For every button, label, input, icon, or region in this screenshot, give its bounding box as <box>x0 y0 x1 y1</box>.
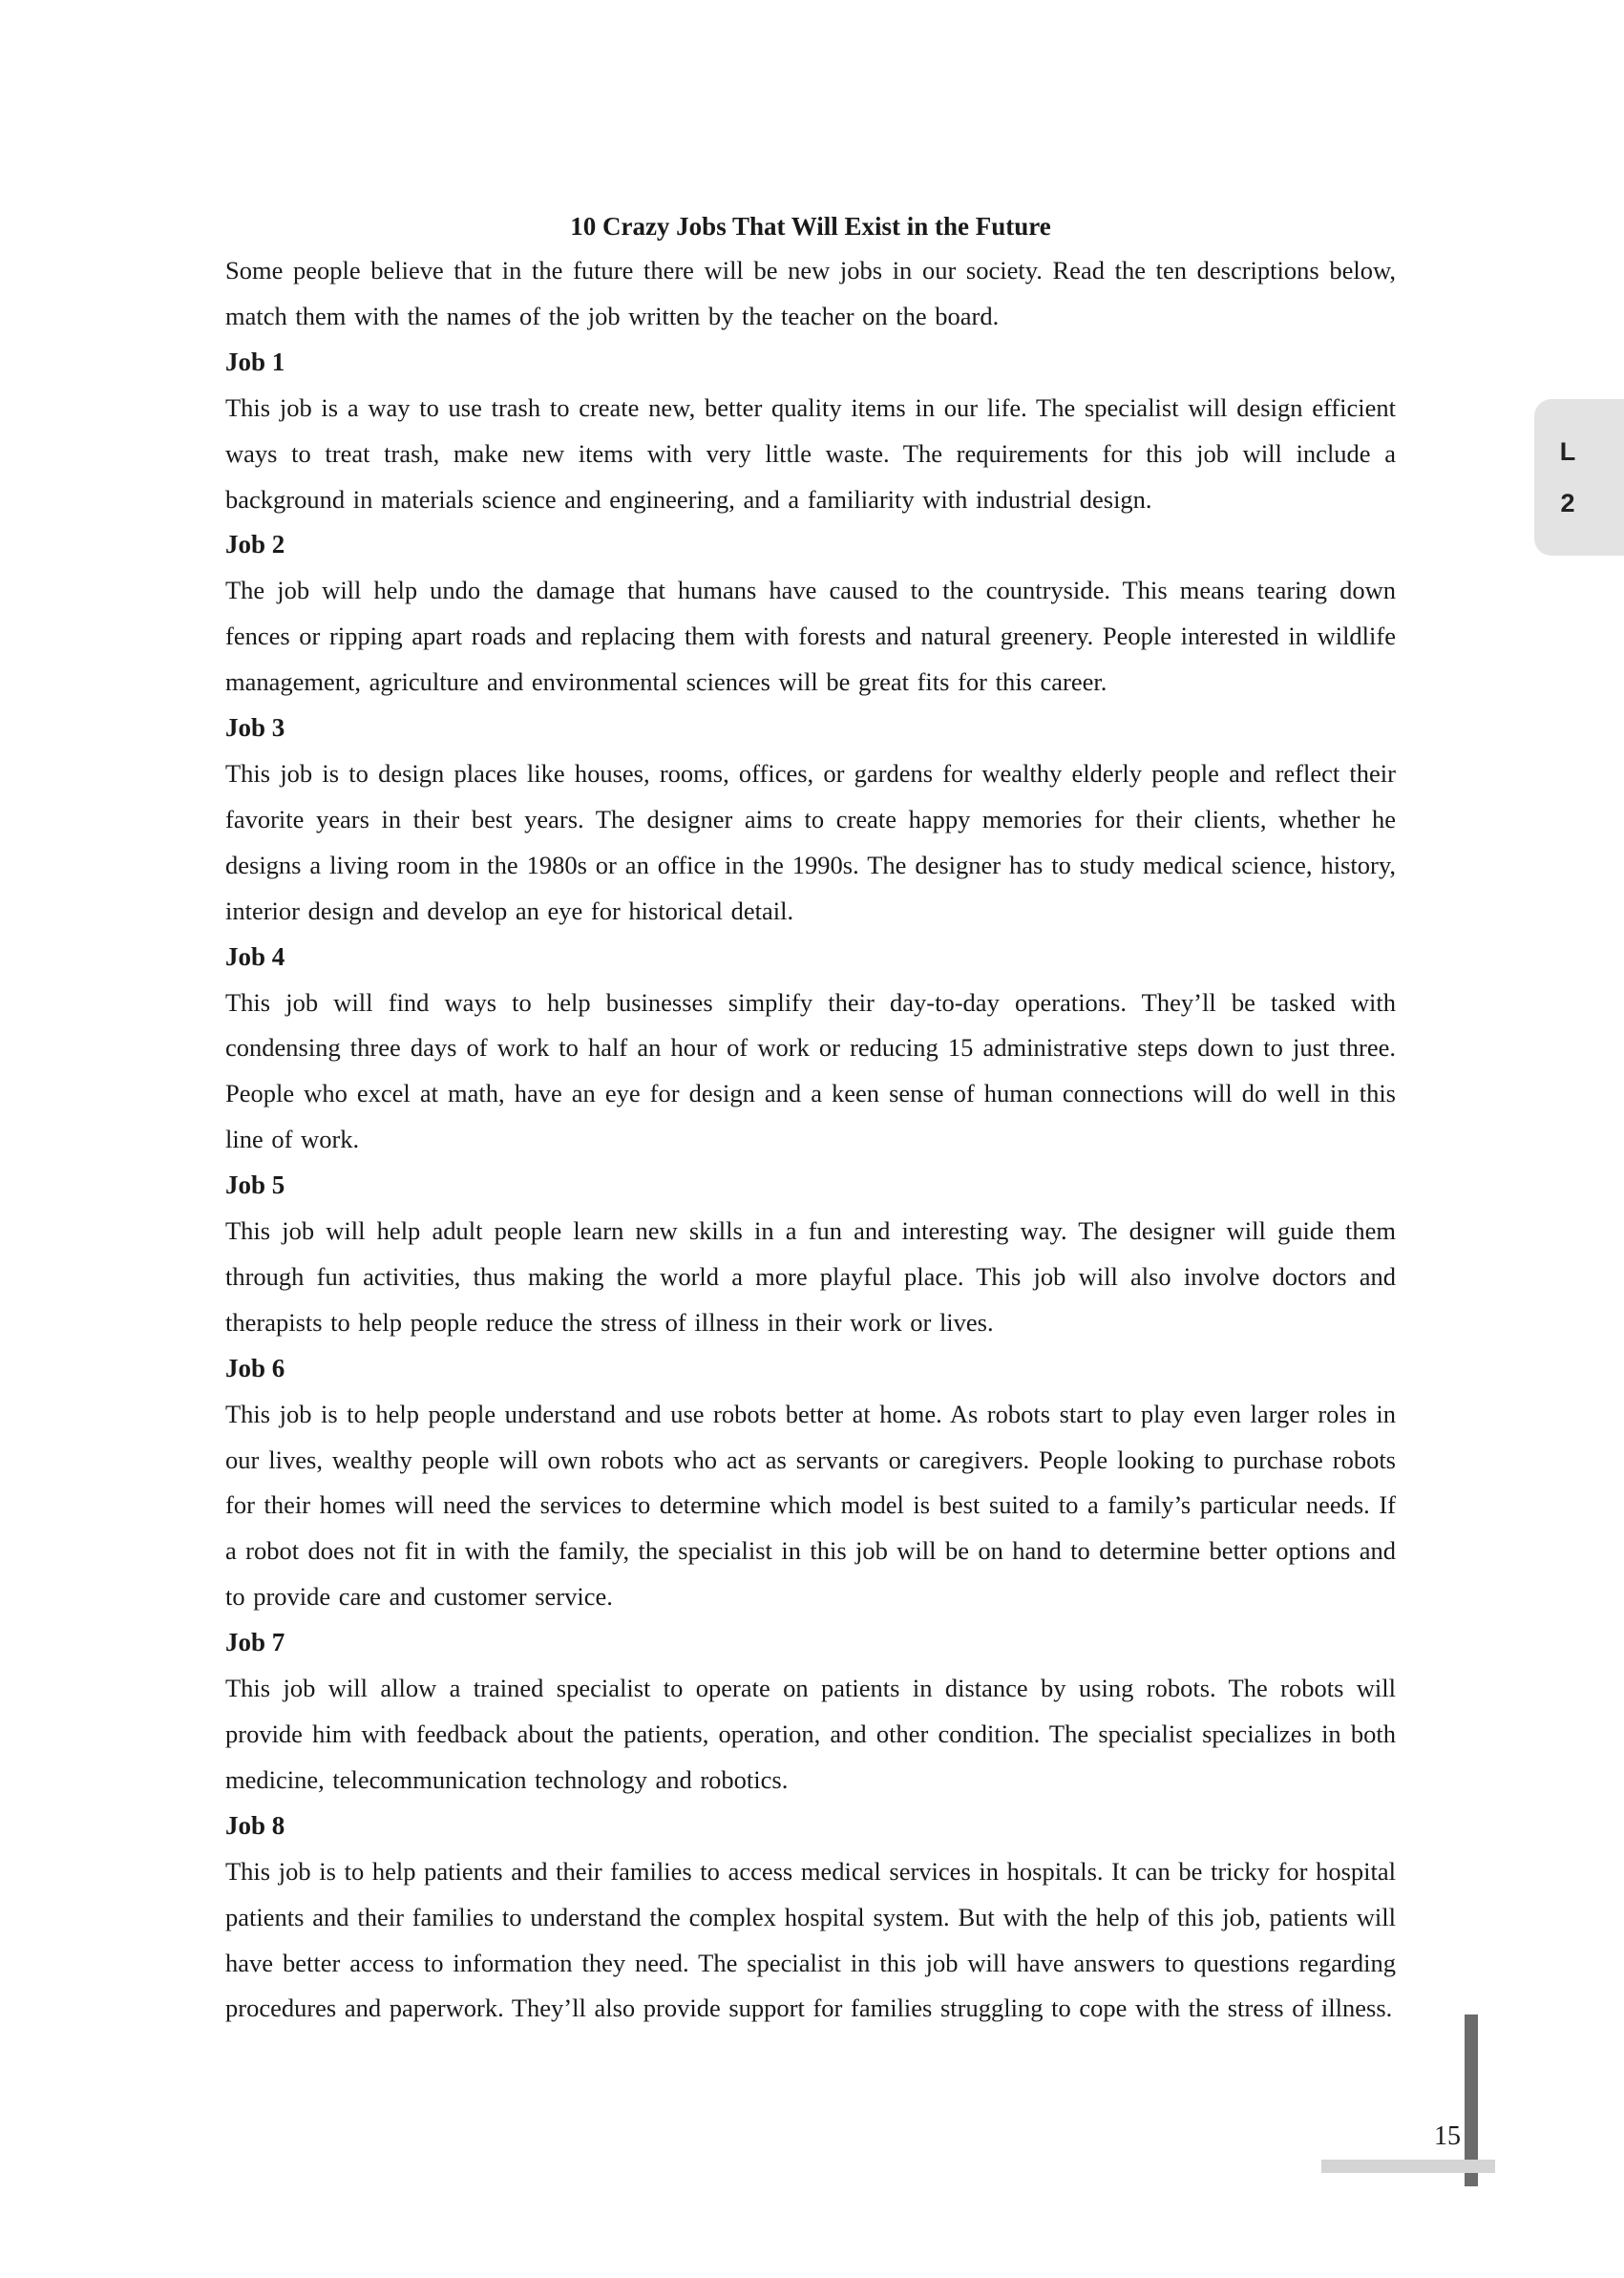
job-8-description: This job is to help patients and their families to access medical services in hospitals. It can be tricky for hospital patients and their families to understand the complex hospital system. But with the help of this job, patients will have better access to information they need. The specialist in this job will have answers to questions regarding procedures and paperwork. They’ll also provide support for families struggling to cope with the stress of illness. <box>225 1856 1396 2023</box>
job-6-heading: Job 6 <box>225 1353 285 1382</box>
unit-tab-letter: L <box>1559 437 1576 466</box>
job-8-heading: Job 8 <box>225 1810 285 1840</box>
page-title: 10 Crazy Jobs That Will Exist in the Future <box>570 212 1051 241</box>
job-3-description: This job is to design places like houses, rooms, offices, or gardens for wealthy elderly people and reflect their favorite years in their best years. The designer aims to create happy memories for their clients, whether he designs a living room in the 1980s or an office in the 1990s. The designer has to study medical science, history, interior design and develop an eye for historical detail. <box>225 758 1396 925</box>
job-7-heading: Job 7 <box>225 1628 285 1657</box>
job-6-description: This job is to help people understand and use robots better at home. As robots start to play even larger roles in our lives, wealthy people will own robots who act as servants or caregivers. People looking to purchase robots for their homes will need the services to determine which model is best suited to a family’s particular needs. If a robot does not fit in with the family, the specialist in this job will be on hand to determine better options and to provide care and customer service. <box>225 1399 1396 1612</box>
job-4-heading: Job 4 <box>225 941 285 971</box>
unit-tab-number: 2 <box>1560 489 1575 517</box>
page-corner-horizontal-bar <box>1321 2160 1495 2173</box>
job-1-heading: Job 1 <box>225 347 285 376</box>
job-7-description: This job will allow a trained specialist to operate on patients in distance by using robots. The robots will provide him with feedback about the patients, operation, and other condition. The specialist specializes in both medicine, telecommunication technology and robotics. <box>225 1674 1396 1794</box>
page-content <box>225 204 1396 2032</box>
job-5-description: This job will help adult people learn new skills in a fun and interesting way. The designer will guide them through fun activities, thus making the world a more playful place. This job will also involve doctors and therapists to help people reduce the stress of illness in their work or lives. <box>225 1216 1396 1337</box>
unit-tab <box>1534 399 1624 556</box>
job-4-description: This job will find ways to help businesses simplify their day-to-day operations. They’ll be tasked with condensing three days of work to half an hour of work or reducing 15 administrative steps down to just three. People who excel at math, have an eye for design and a keen sense of human connections will do well in this line of work. <box>225 987 1396 1154</box>
page-number: 15 <box>1434 2121 1461 2151</box>
job-1-description: This job is a way to use trash to create new, better quality items in our life. The specialist will design efficient ways to treat trash, make new items with very little waste. The requirements for this job will include a background in materials science and engineering, and a familiarity with industrial design. <box>225 392 1396 514</box>
job-5-heading: Job 5 <box>225 1171 285 1200</box>
job-2-heading: Job 2 <box>225 530 285 559</box>
job-2-description: The job will help undo the damage that humans have caused to the countryside. This means tearing down fences or ripping apart roads and replacing them with forests and natural greenery. People interested in wildlife management, agriculture and environmental sciences will be great fits for this career. <box>225 576 1396 697</box>
job-3-heading: Job 3 <box>225 713 285 743</box>
intro-paragraph: Some people believe that in the future there will be new jobs in our society. Read the ten descriptions below, match them with the names of the job written by the teacher on the board. <box>225 256 1396 330</box>
